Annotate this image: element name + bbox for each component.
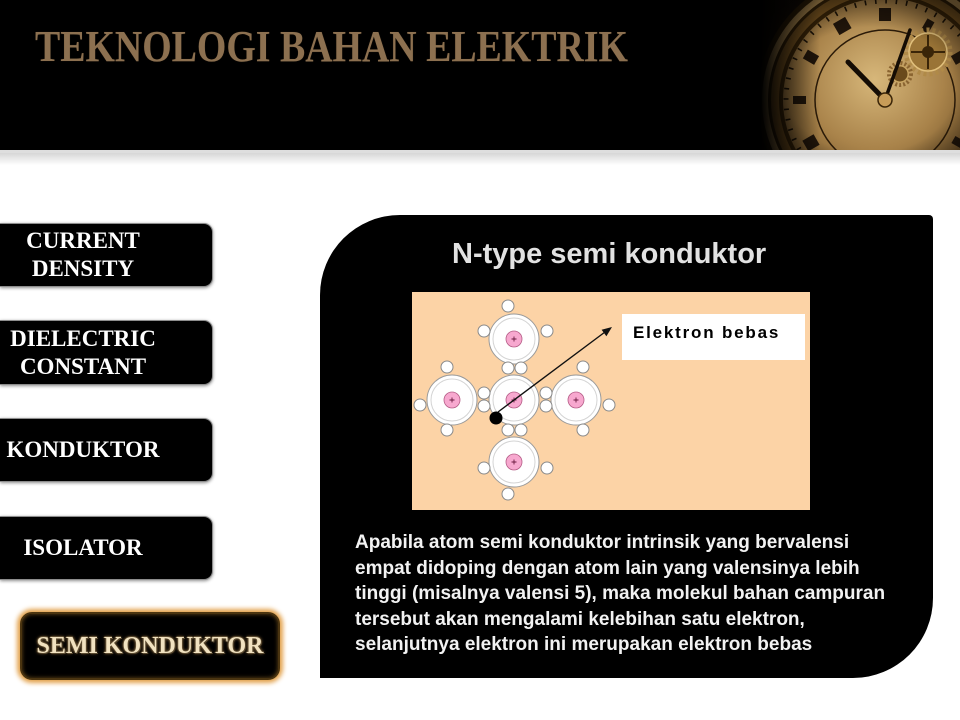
valence-electron (441, 424, 453, 436)
nav-button-dielectric-constant[interactable] (0, 320, 213, 385)
valence-electron (540, 400, 552, 412)
nav-label-line: CURRENT (26, 228, 140, 253)
paragraph-line: empat didoping dengan atom lain yang valensinya lebih (355, 557, 860, 579)
page-title: TEKNOLOGI BAHAN ELEKTRIK (35, 22, 628, 71)
valence-electron (478, 462, 490, 474)
nav-label-line: KONDUKTOR (6, 437, 160, 462)
valence-electron (541, 325, 553, 337)
valence-electron (478, 325, 490, 337)
content-panel (320, 215, 933, 678)
free-electron-label: Elektron bebas (633, 323, 781, 342)
paragraph-line: tinggi (misalnya valensi 5), maka molekul bahan campuran (355, 583, 886, 604)
nav-button-konduktor[interactable] (0, 418, 213, 482)
paragraph-line: tersebut akan mengalami kelebihan satu elektron, (355, 608, 805, 630)
valence-electron (577, 361, 589, 373)
valence-electron (502, 488, 514, 500)
paragraph-line: selanjutnya elektron ini merupakan elektron bebas (355, 634, 813, 655)
nav-button-label (0, 517, 166, 579)
valence-electron (478, 400, 490, 412)
nav-button-label: SEMI KONDUKTOR (36, 633, 264, 659)
valence-electron (577, 424, 589, 436)
nav-label-line: ISOLATOR (23, 535, 143, 560)
nav-button-label (0, 419, 166, 481)
valence-electron (541, 462, 553, 474)
valence-electron (441, 361, 453, 373)
valence-electron (502, 362, 514, 374)
nav-button-semi-konduktor-active[interactable] (20, 612, 280, 680)
explanation-paragraph (355, 530, 885, 658)
nav-label-line: CONSTANT (19, 353, 147, 379)
valence-electron (540, 387, 552, 399)
paragraph-line: Apabila atom semi konduktor intrinsik yang bervalensi (355, 532, 850, 553)
atom-left (427, 375, 477, 425)
n-type-atom-diagram (412, 292, 810, 510)
nav-button-isolator[interactable] (0, 516, 213, 580)
nav-button-label (0, 321, 166, 384)
atom-top (489, 314, 539, 364)
nav-label-line: DIELECTRIC (10, 325, 156, 351)
valence-electron (515, 362, 527, 374)
valence-electron (515, 424, 527, 436)
valence-electron (603, 399, 615, 411)
valence-electron (414, 399, 426, 411)
clock-image (760, 0, 960, 150)
nav-button-label (0, 224, 166, 286)
atom-right (551, 375, 601, 425)
header-bar (0, 0, 960, 150)
free-electron (490, 412, 503, 425)
atom-bottom (489, 437, 539, 487)
valence-electron (502, 300, 514, 312)
free-electron-label-box (622, 314, 805, 360)
valence-electron (502, 424, 514, 436)
content-title: N-type semi konduktor (452, 238, 767, 270)
valence-electron (478, 387, 490, 399)
nav-label-line: DENSITY (31, 256, 135, 281)
nav-button-current-density[interactable] (0, 223, 213, 287)
header-divider-shadow (0, 153, 960, 165)
